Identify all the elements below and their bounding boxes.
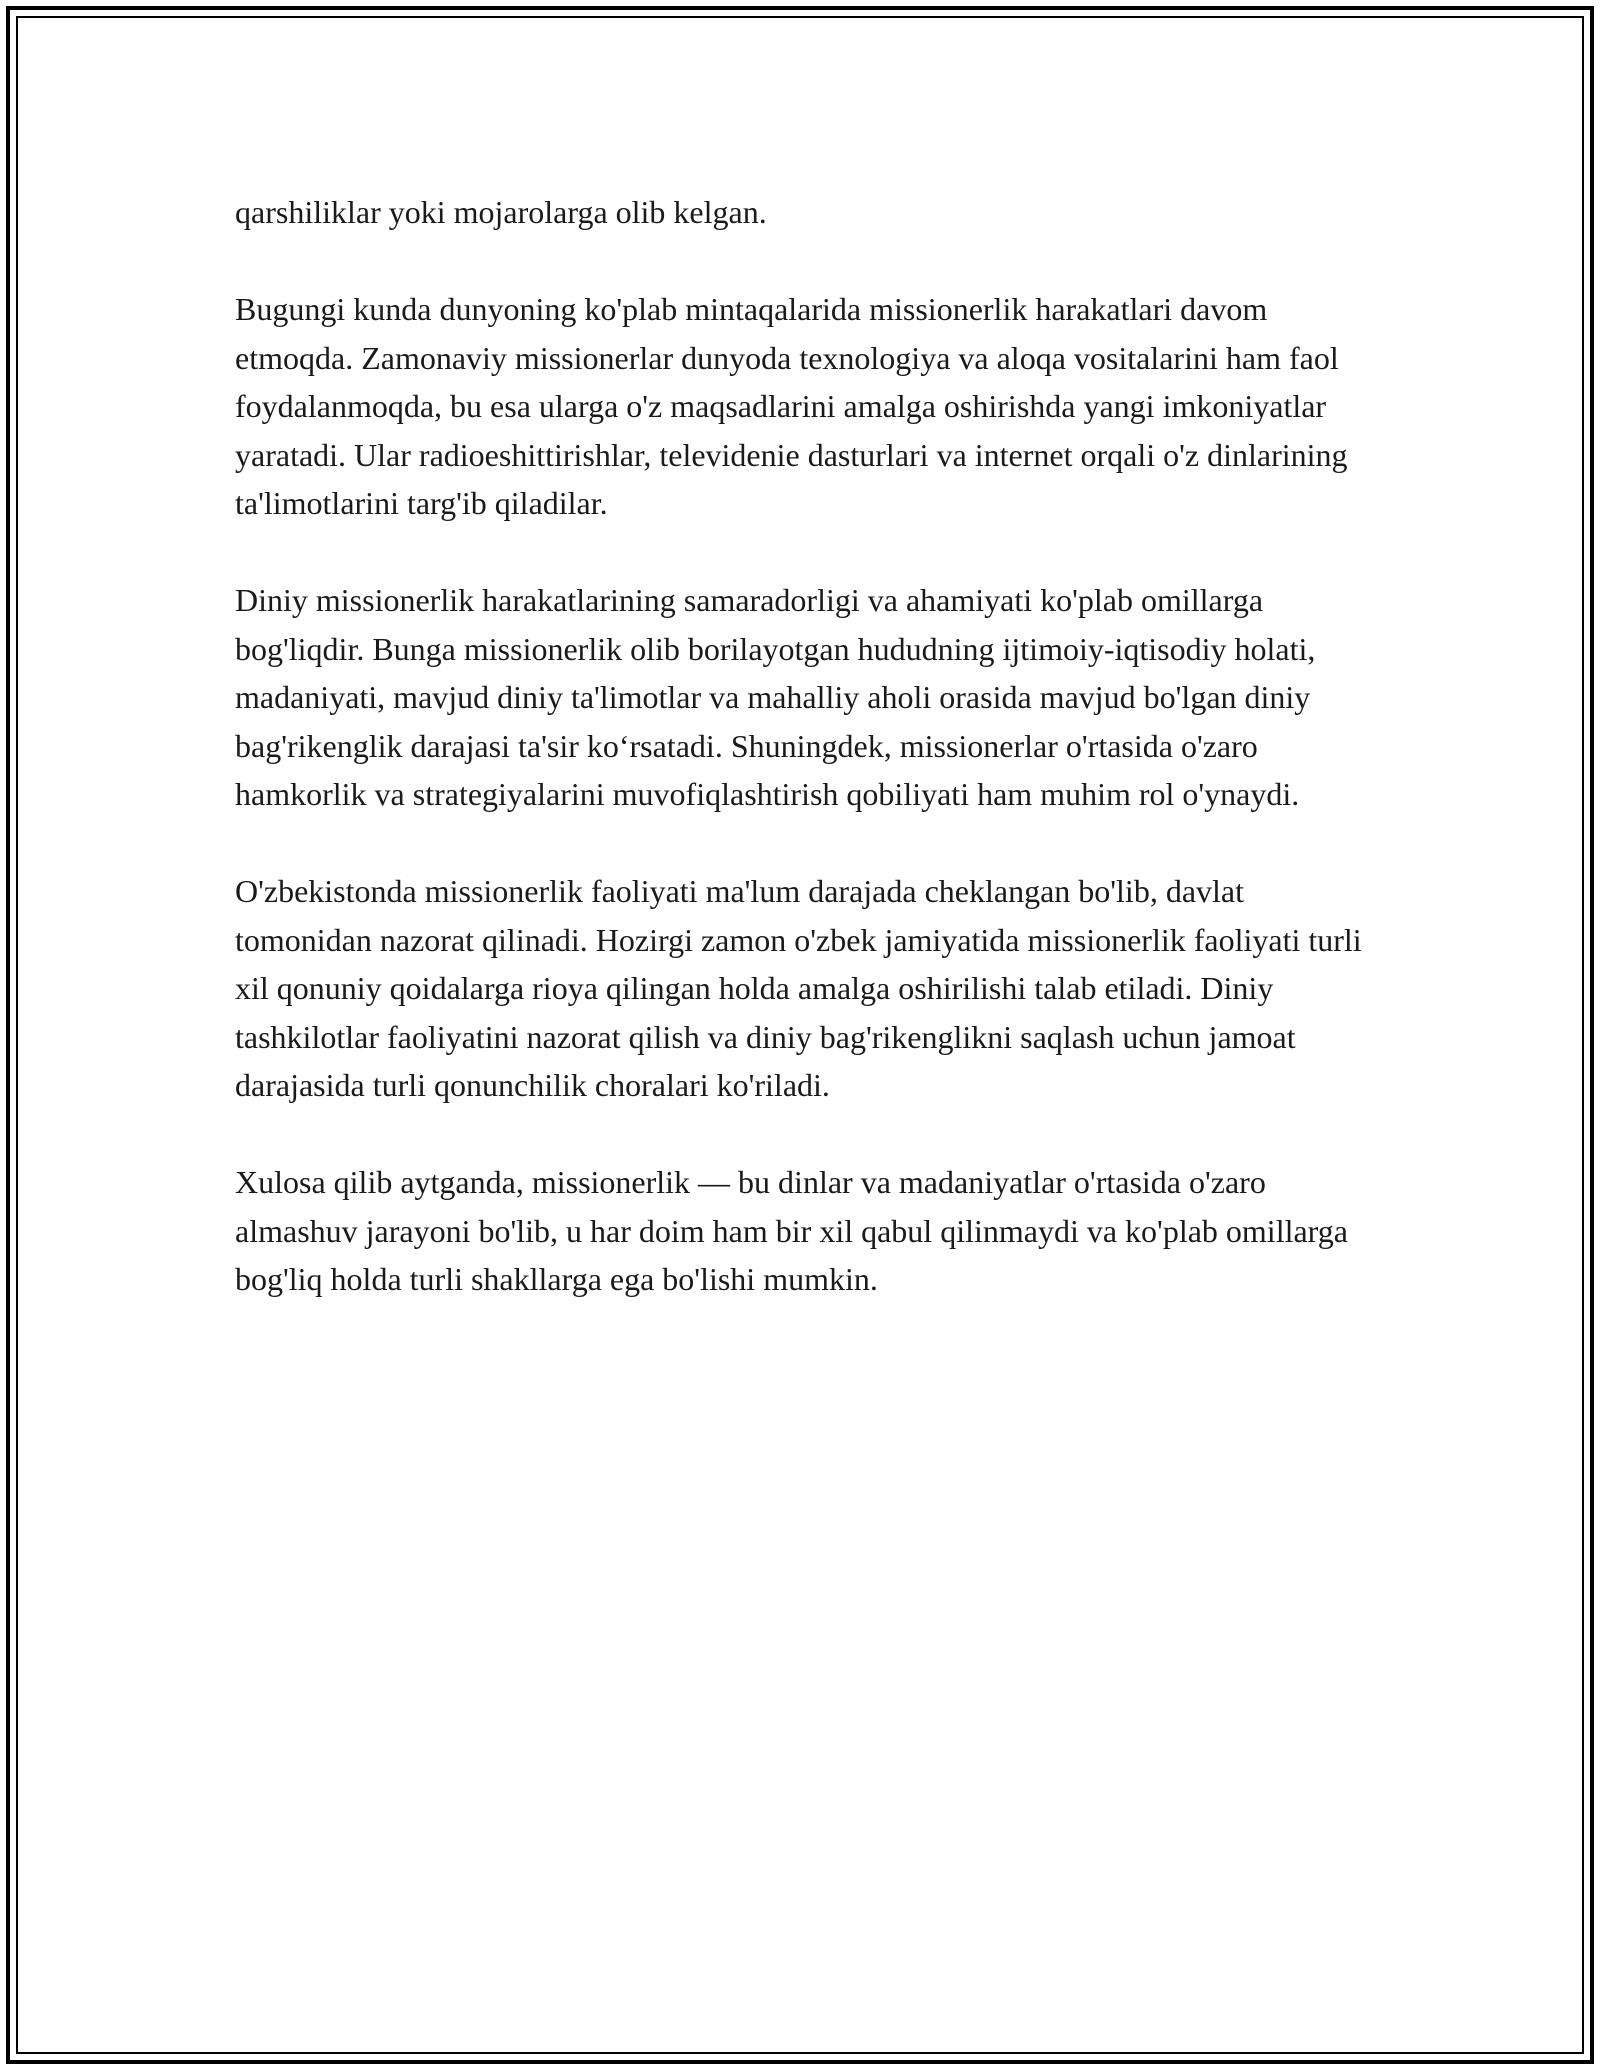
paragraph-2: Bugungi kunda dunyoning ko'plab mintaqalarida missionerlik harakatlari davom etmoqda. Zamonaviy missionerlar dunyoda texnologiya va aloqa vositalarini ham faol foydalanmoqda, bu esa ularga o'z maqsadlarini amalga oshirishda yangi imkoniyatlar yaratadi. Ular radioeshittirishlar, televidenie dasturlari va internet orqali o'z dinlarining ta'limotlarini targ'ib qiladilar. xyxy=(235,291,1348,521)
paragraph-1: qarshiliklar yoki mojarolarga olib kelgan. xyxy=(235,194,767,230)
paragraph-5: Xulosa qilib aytganda, missionerlik — bu dinlar va madaniyatlar o'rtasida o'zaro almashuv jarayoni bo'lib, u har doim ham bir xil qabul qilinmaydi va ko'plab omillarga bog'liq holda turli shakllarga ega bo'lishi mumkin. xyxy=(235,1164,1348,1297)
paragraph-4: O'zbekistonda missionerlik faoliyati ma'lum darajada cheklangan bo'lib, davlat tomonidan nazorat qilinadi. Hozirgi zamon o'zbek jamiyatida missionerlik faoliyati turli xil qonuniy qoidalarga rioya qilingan holda amalga oshirilishi talab etiladi. Diniy tashkilotlar faoliyatini nazorat qilish va diniy bag'rikenglikni saqlash uchun jamoat darajasida turli qonunchilik choralari ko'riladi. xyxy=(235,873,1362,1103)
paragraph-3: Diniy missionerlik harakatlarining samaradorligi va ahamiyati ko'plab omillarga bog'liqdir. Bunga missionerlik olib borilayotgan hududning ijtimoiy-iqtisodiy holati, madaniyati, mavjud diniy ta'limotlar va mahalliy aholi orasida mavjud bo'lgan diniy bag'rikenglik darajasi ta'sir ko‘rsatadi. Shuningdek, missionerlar o'rtasida o'zaro hamkorlik va strategiyalarini muvofiqlashtirish qobiliyati ham muhim rol o'ynaydi. xyxy=(235,582,1316,812)
document-body xyxy=(235,188,1385,1352)
